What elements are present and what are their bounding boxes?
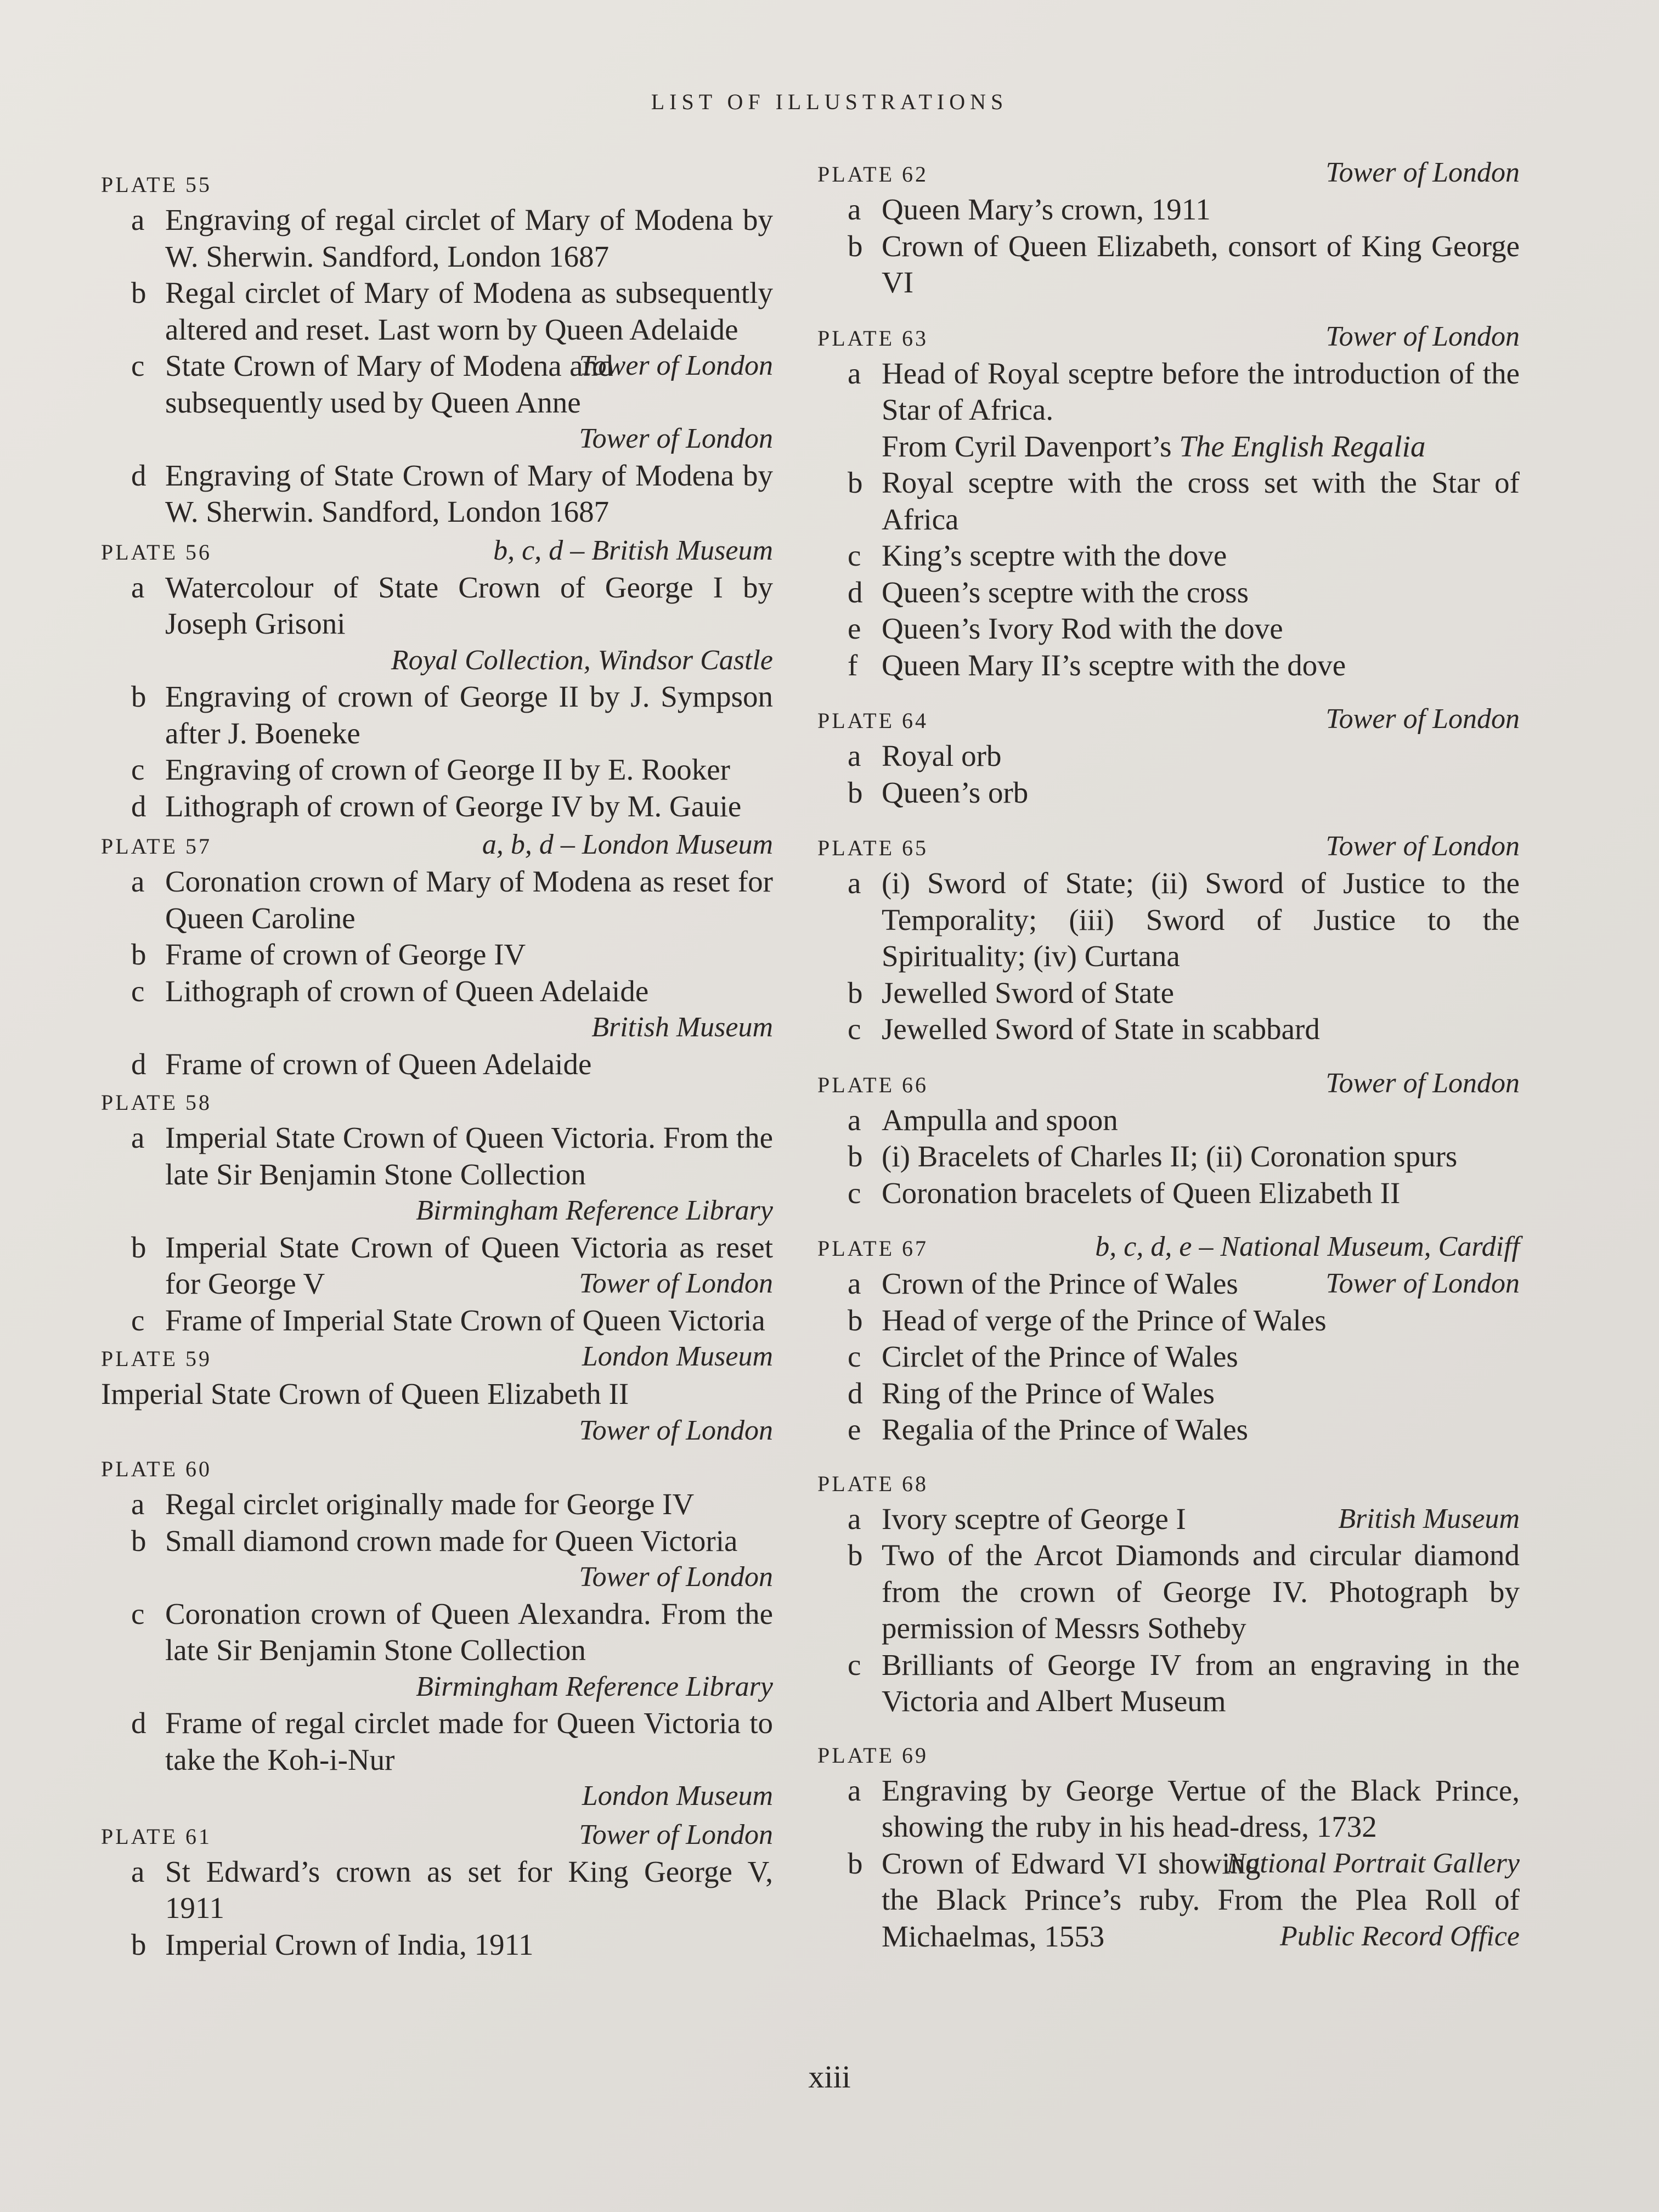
plate-heading: PLATE 63 <box>817 325 928 351</box>
caption-item: b Engraving of crown of George II by J. Sympson after J. Boeneke <box>131 680 773 750</box>
plate-67 <box>817 1230 1520 1448</box>
plate-64 <box>817 702 1520 811</box>
caption-item: d Ring of the Prince of Wales <box>848 1376 1215 1410</box>
plate-60 <box>101 1452 773 1815</box>
caption-item: d Frame of regal circlet made for Queen Victoria to take the Koh-i-Nur <box>131 1706 773 1776</box>
plate-63 <box>817 320 1520 684</box>
source-credit: Tower of London <box>1325 1067 1520 1099</box>
source-credit: British Museum <box>591 1012 773 1043</box>
caption-item: c Frame of Imperial State Crown of Queen Victoria London Museum <box>101 1302 773 1339</box>
caption-item: b Royal sceptre with the cross set with the Star of Africa <box>848 466 1520 536</box>
page-number: xiii <box>808 2059 851 2095</box>
caption-item: a Coronation crown of Mary of Modena as reset for Queen Caroline <box>131 865 773 935</box>
source-credit: Tower of London <box>1325 831 1520 862</box>
caption-item: b Crown of Queen Elizabeth, consort of King George VI <box>848 229 1520 299</box>
plate-57 <box>101 828 773 1082</box>
caption-item: a Crown of the Prince of Wales Tower of London <box>817 1266 1520 1302</box>
caption-item: d Engraving of State Crown of Mary of Modena by W. Sherwin. Sandford, London 1687 <box>131 458 773 528</box>
source-credit: a, b, d – London Museum <box>482 829 773 860</box>
caption-item: c Engraving of crown of George II by E. Rooker <box>131 753 730 786</box>
source-credit: b, c, d, e – National Museum, Cardiff <box>1095 1231 1520 1262</box>
source-credit: Tower of London <box>579 1561 773 1593</box>
plate-heading: PLATE 64 <box>817 708 928 733</box>
running-header: LIST OF ILLUSTRATIONS <box>651 89 1008 114</box>
source-credit: London Museum <box>582 1341 773 1372</box>
caption-item: c Coronation crown of Queen Alexandra. From the late Sir Benjamin Stone Collection <box>131 1596 773 1667</box>
plate-68 <box>817 1467 1520 1720</box>
caption-item: b Jewelled Sword of State <box>848 975 1175 1009</box>
plate-heading: PLATE 59 <box>101 1346 212 1371</box>
plate-69 <box>817 1739 1520 1955</box>
plate-heading: PLATE 55 <box>101 172 212 197</box>
caption-item: d Lithograph of crown of George IV by M. Gauie <box>131 789 742 823</box>
caption-item: c Jewelled Sword of State in scabbard <box>848 1012 1320 1046</box>
source-credit: London Museum <box>582 1780 773 1812</box>
plate-62 <box>817 156 1520 301</box>
plate-heading: PLATE 65 <box>817 836 928 860</box>
caption-item: b Crown of Edward VI showing the Black Prince’s ruby. From the Plea Roll of Michaelmas, 1553 Public Record Office <box>817 1846 1520 1955</box>
caption-item: a Royal orb <box>848 739 1002 772</box>
caption-item: a Ivory sceptre of George I British Museum <box>817 1501 1520 1538</box>
caption-item: d Frame of crown of Queen Adelaide <box>131 1047 592 1081</box>
caption-item: c King’s sceptre with the dove <box>848 539 1227 572</box>
book-title: The English Regalia <box>1179 429 1426 463</box>
right-column <box>817 153 1520 1955</box>
caption-item: c Coronation bracelets of Queen Elizabeth II <box>848 1176 1401 1210</box>
plate-heading: PLATE 61 <box>101 1824 212 1849</box>
plate-65 <box>817 830 1520 1048</box>
source-credit: Tower of London <box>579 423 773 454</box>
caption-item: e Queen’s Ivory Rod with the dove <box>848 612 1283 645</box>
source-credit: Tower of London <box>1325 1268 1520 1299</box>
caption-item: b Queen’s orb <box>848 775 1029 809</box>
source-credit: Royal Collection, Windsor Castle <box>391 644 773 676</box>
plate-heading: PLATE 66 <box>817 1072 928 1097</box>
source-credit: Tower of London <box>1325 157 1520 188</box>
caption-item: b Regal circlet of Mary of Modena as subsequently altered and reset. Last worn by Queen Adelaide Tower of London <box>101 275 773 348</box>
source-credit: Tower of London <box>579 1414 773 1446</box>
caption-item: e Regalia of the Prince of Wales <box>848 1413 1249 1446</box>
source-credit: British Museum <box>1338 1503 1520 1534</box>
source-credit: Tower of London <box>579 1819 773 1850</box>
caption-item: b Frame of crown of George IV <box>131 938 526 971</box>
source-credit: Tower of London <box>579 350 773 381</box>
caption-item: a St Edward’s crown as set for King George V, 1911 <box>131 1854 773 1925</box>
caption-item: a Queen Mary’s crown, 1911 <box>848 193 1211 226</box>
caption-item: c Circlet of the Prince of Wales <box>848 1340 1238 1373</box>
source-credit: Tower of London <box>1325 320 1520 352</box>
plate-heading: PLATE 57 <box>101 834 212 859</box>
caption-item: c Brilliants of George IV from an engraving in the Victoria and Albert Museum <box>848 1647 1520 1718</box>
caption-item: b Two of the Arcot Diamonds and circular diamond from the crown of George IV. Photograph by permission of Messrs Sotheby <box>848 1538 1520 1645</box>
plate-61 <box>101 1818 773 1963</box>
caption-item: b Imperial State Crown of Queen Victoria as reset for George V Tower of London <box>101 1229 773 1302</box>
source-credit: Birmingham Reference Library <box>416 1671 773 1702</box>
source-credit: Birmingham Reference Library <box>416 1195 773 1226</box>
plate-56 <box>101 534 773 825</box>
caption-item: c State Crown of Mary of Modena and subsequently used by Queen Anne <box>131 349 613 419</box>
caption-item: a Regal circlet originally made for George IV <box>131 1487 695 1521</box>
plate-heading: PLATE 60 <box>101 1457 212 1481</box>
caption-item: b Head of verge of the Prince of Wales <box>848 1303 1327 1337</box>
caption-item: a Ampulla and spoon <box>848 1103 1118 1137</box>
caption-item: b Imperial Crown of India, 1911 <box>131 1927 534 1961</box>
caption-item: d Queen’s sceptre with the cross <box>848 575 1249 609</box>
left-column <box>101 165 773 1963</box>
source-credit: National Portrait Gallery <box>1226 1847 1520 1879</box>
caption-item: a Engraving by George Vertue of the Black Prince, showing the ruby in his head-dress, 1732 National Portrait Gallery <box>817 1773 1520 1846</box>
plate-66 <box>817 1066 1520 1212</box>
plate-heading: PLATE 68 <box>817 1471 928 1496</box>
plate-55 <box>101 168 773 531</box>
plate-heading: PLATE 67 <box>817 1236 928 1261</box>
caption-item: b (i) Bracelets of Charles II; (ii) Coronation spurs <box>848 1139 1458 1173</box>
plate-heading: PLATE 69 <box>817 1742 928 1768</box>
caption-item: c Lithograph of crown of Queen Adelaide <box>131 974 649 1008</box>
caption-item: a Engraving of regal circlet of Mary of Modena by W. Sherwin. Sandford, London 1687 <box>131 203 773 273</box>
caption-item: f Queen Mary II’s sceptre with the dove <box>848 648 1346 682</box>
source-credit: Tower of London <box>579 1268 773 1299</box>
caption-item: a (i) Sword of State; (ii) Sword of Justice to the Temporality; (iii) Sword of Justice to the Spirituality; (iv) Curtana <box>848 866 1520 973</box>
source-credit: Tower of London <box>1325 703 1520 735</box>
source-credit: b, c, d – British Museum <box>493 534 773 566</box>
plate-heading: PLATE 56 <box>101 539 212 565</box>
source-credit: Public Record Office <box>1279 1920 1520 1952</box>
caption-item: b Small diamond crown made for Queen Victoria <box>131 1523 738 1558</box>
caption-item: a Head of Royal sceptre before the introduction of the Star of Africa. From Cyril Davenport’s The English Regalia <box>848 356 1520 463</box>
caption-text: Imperial State Crown of Queen Elizabeth II <box>101 1377 629 1410</box>
caption-item: a Watercolour of State Crown of George I by Joseph Grisoni <box>131 570 773 640</box>
plate-heading: PLATE 58 <box>101 1090 212 1115</box>
plate-heading: PLATE 62 <box>817 162 928 187</box>
caption-item: a Imperial State Crown of Queen Victoria. From the late Sir Benjamin Stone Collection <box>131 1121 773 1191</box>
